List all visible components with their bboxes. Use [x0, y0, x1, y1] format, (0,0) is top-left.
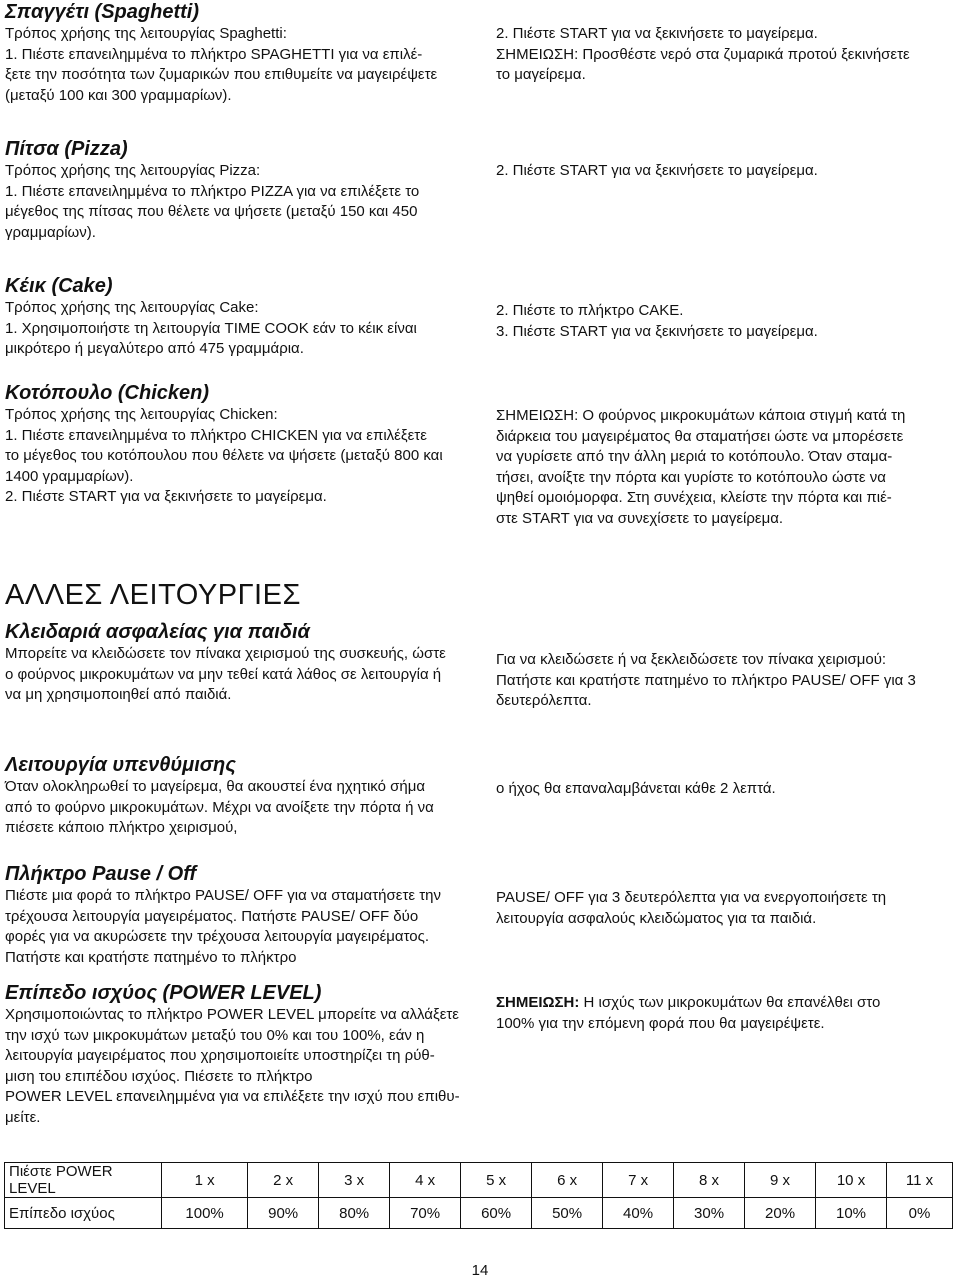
text-line: Χρησιμοποιώντας το πλήκτρο POWER LEVEL μπορείτε να αλλάξετε: [5, 1006, 459, 1023]
note-label: ΣΗΜΕΙΩΣΗ:: [496, 994, 580, 1011]
text-line: ΣΗΜΕΙΩΣΗ: Προσθέστε νερό στα ζυμαρικά προτού ξεκινήσετε: [496, 45, 910, 63]
pizza-title: Πίτσα (Pizza): [5, 138, 128, 160]
text-line: να γυρίσετε από την άλλη μεριά το κοτόπουλο. Όταν σταμα-: [496, 448, 893, 465]
pause-off-title: Πλήκτρο Pause / Off: [5, 863, 197, 885]
child-lock-section: [5, 620, 475, 706]
text-line: (μεταξύ 100 και 300 γραμμαρίων).: [5, 86, 232, 104]
table-cell: 20%: [745, 1198, 816, 1229]
power-level-table: [4, 1162, 953, 1229]
text-line: γραμμαρίων).: [5, 223, 96, 241]
reminder-right: [496, 779, 958, 800]
text-line: ο ήχος θα επαναλαμβάνεται κάθε 2 λεπτά.: [496, 780, 776, 797]
text-line: Για να κλειδώσετε ή να ξεκλειδώσετε τον πίνακα χειρισμού:: [496, 651, 887, 668]
child-lock-title: Κλειδαριά ασφαλείας για παιδιά: [5, 621, 310, 643]
text-line: 1. Πιέστε επανειλημμένα το πλήκτρο PIZZA για να επιλέξετε το: [5, 182, 420, 200]
pizza-right: [496, 161, 958, 182]
text-line: μικρότερο ή μεγαλύτερο από 475 γραμμάρια.: [5, 340, 304, 357]
text-line: το μέγεθος του κοτόπουλου που θέλετε να ψήσετε (μεταξύ 800 και: [5, 447, 443, 464]
chicken-section: [5, 381, 475, 508]
text-line: Τρόπος χρήσης της λειτουργίας Cake:: [5, 299, 259, 316]
text-line: πιέσετε κάποιο πλήκτρο χειρισμού,: [5, 819, 238, 836]
table-cell: Επίπεδο ισχύος: [5, 1198, 162, 1229]
table-row: [5, 1198, 953, 1229]
text-line: Πιέστε μια φορά το πλήκτρο PAUSE/ OFF για να σταματήσετε την: [5, 887, 441, 904]
spaghetti-title: Σπαγγέτι (Spaghetti): [5, 1, 199, 23]
table-cell: 80%: [319, 1198, 390, 1229]
pause-off-right: [496, 888, 958, 929]
text-line: ξετε την ποσότητα των ζυμαρικών που επιθυμείτε να μαγειρέψετε: [5, 66, 438, 83]
table-cell: 90%: [248, 1198, 319, 1229]
power-level-note: [496, 993, 958, 1034]
spaghetti-right: [496, 24, 958, 86]
text-line: δευτερόλεπτα.: [496, 692, 592, 709]
cake-right: [496, 301, 958, 342]
text-line: Τρόπος χρήσης της λειτουργίας Pizza:: [5, 162, 261, 179]
text-line: Πατήστε και κρατήστε πατημένο το πλήκτρο: [5, 948, 297, 966]
text-line: Μπορείτε να κλειδώσετε τον πίνακα χειρισμού της συσκευής, ώστε: [5, 645, 446, 662]
page-number: 14: [471, 1262, 489, 1279]
table-cell: 0%: [887, 1198, 953, 1229]
table-cell: 7 x: [603, 1163, 674, 1198]
text-line: 1. Πιέστε επανειλημμένα το πλήκτρο SPAGHETTI για να επιλέ-: [5, 45, 423, 63]
chicken-title: Κοτόπουλο (Chicken): [5, 382, 210, 404]
table-cell: 10%: [816, 1198, 887, 1229]
text-line: PAUSE/ OFF για 3 δευτερόλεπτα για να ενεργοποιήσετε τη: [496, 889, 887, 906]
table-cell: 8 x: [674, 1163, 745, 1198]
text-line: μιση του επιπέδου ισχύος. Πιέσετε το πλήκτρο: [5, 1067, 313, 1085]
text-line: το μαγείρεμα.: [496, 66, 586, 83]
cake-section: [5, 274, 475, 360]
text-line: διάρκεια του μαγειρέματος θα σταματήσει ώστε να μπορέσετε: [496, 427, 904, 445]
table-cell: 60%: [461, 1198, 532, 1229]
table-cell: 2 x: [248, 1163, 319, 1198]
text-line: Πατήστε και κρατήστε πατημένο το πλήκτρο PAUSE/ OFF για 3: [496, 671, 916, 689]
table-cell: 3 x: [319, 1163, 390, 1198]
text-line: τρέχουσα λειτουργία μαγειρέματος. Πατήστε PAUSE/ OFF δύο: [5, 907, 419, 925]
text-line: ΣΗΜΕΙΩΣΗ: Ο φούρνος μικροκυμάτων κάποια στιγμή κατά τη: [496, 407, 906, 424]
text-line: 2. Πιέστε START για να ξεκινήσετε το μαγείρεμα.: [496, 162, 818, 179]
table-cell: 5 x: [461, 1163, 532, 1198]
table-cell: 50%: [532, 1198, 603, 1229]
text-line: 2. Πιέστε START για να ξεκινήσετε το μαγείρεμα.: [496, 25, 818, 42]
text-line: 3. Πιέστε START για να ξεκινήσετε το μαγείρεμα.: [496, 322, 818, 340]
text-line: 100% για την επόμενη φορά που θα μαγειρέψετε.: [496, 1014, 825, 1032]
table-cell: 4 x: [390, 1163, 461, 1198]
text-line: μείτε.: [5, 1108, 41, 1126]
table-cell: 70%: [390, 1198, 461, 1229]
reminder-title: Λειτουργία υπενθύμισης: [5, 754, 236, 776]
table-cell: 40%: [603, 1198, 674, 1229]
text-line: να μη χρησιμοποιηθεί από παιδιά.: [5, 686, 232, 703]
text-line: 1400 γραμμαρίων).: [5, 467, 134, 485]
text-line: POWER LEVEL επανειλημμένα για να επιλέξετε την ισχύ που επιθυ-: [5, 1088, 460, 1105]
text-line: λειτουργία ασφαλούς κλειδώματος για τα παιδιά.: [496, 909, 817, 927]
spaghetti-section: [5, 0, 475, 106]
table-cell: 100%: [162, 1198, 248, 1229]
text-line: φορές για να ακυρώσετε την τρέχουσα λειτουργία μαγειρέματος.: [5, 928, 430, 945]
pause-off-section: [5, 862, 475, 968]
table-cell: 10 x: [816, 1163, 887, 1198]
reminder-section: [5, 753, 475, 839]
table-cell: 1 x: [162, 1163, 248, 1198]
text-line: στε START για να συνεχίσετε το μαγείρεμα.: [496, 509, 784, 527]
pizza-section: [5, 137, 475, 243]
cake-title: Κέικ (Cake): [5, 275, 113, 297]
text-line: [496, 993, 958, 1014]
power-level-section: [5, 981, 475, 1128]
text-line: μέγεθος της πίτσας που θέλετε να ψήσετε (μεταξύ 150 και 450: [5, 203, 418, 220]
text-line: ο φούρνος μικροκυμάτων να μην τεθεί κατά λάθος σε λειτουργία ή: [5, 665, 442, 683]
text-line: 1. Πιέστε επανειλημμένα το πλήκτρο CHICKEN για να επιλέξετε: [5, 426, 427, 444]
text-line: Όταν ολοκληρωθεί το μαγείρεμα, θα ακουστεί ένα ηχητικό σήμα: [5, 778, 426, 795]
table-cell: 30%: [674, 1198, 745, 1229]
text-line: 2. Πιέστε το πλήκτρο CAKE.: [496, 302, 684, 319]
text-line: τήσει, ανοίξτε την πόρτα και γυρίστε το κοτόπουλο ώστε να: [496, 468, 886, 486]
text-line: ψηθεί ομοιόμορφα. Στη συνέχεια, κλείστε την πόρτα και πιέ-: [496, 489, 892, 506]
table-cell: 9 x: [745, 1163, 816, 1198]
text-line: 1. Χρησιμοποιήστε τη λειτουργία TIME COOK εάν το κέικ είναι: [5, 319, 417, 337]
text-line: Τρόπος χρήσης της λειτουργίας Chicken:: [5, 406, 278, 423]
chicken-right: [496, 406, 958, 529]
note-text: Η ισχύς των μικροκυμάτων θα επανέλθει στο: [579, 994, 881, 1011]
text-line: 2. Πιέστε START για να ξεκινήσετε το μαγείρεμα.: [5, 488, 327, 505]
table-cell: Πιέστε POWER LEVEL: [5, 1163, 162, 1198]
text-line: την ισχύ των μικροκυμάτων μεταξύ του 0% και του 100%, εάν η: [5, 1026, 425, 1044]
child-lock-right: [496, 650, 958, 712]
table-cell: 6 x: [532, 1163, 603, 1198]
text-line: λειτουργία μαγειρέματος που χρησιμοποιείτε υποστηρίζει τη ρύθ-: [5, 1047, 435, 1064]
other-functions-heading: ΑΛΛΕΣ ΛΕΙΤΟΥΡΓΙΕΣ: [5, 579, 301, 611]
power-level-title: Επίπεδο ισχύος (POWER LEVEL): [5, 982, 322, 1004]
table-cell: 11 x: [887, 1163, 953, 1198]
text-line: Τρόπος χρήσης της λειτουργίας Spaghetti:: [5, 25, 287, 42]
text-line: από το φούρνο μικροκυμάτων. Μέχρι να ανοίξετε την πόρτα ή να: [5, 798, 434, 816]
table-row: [5, 1163, 953, 1198]
